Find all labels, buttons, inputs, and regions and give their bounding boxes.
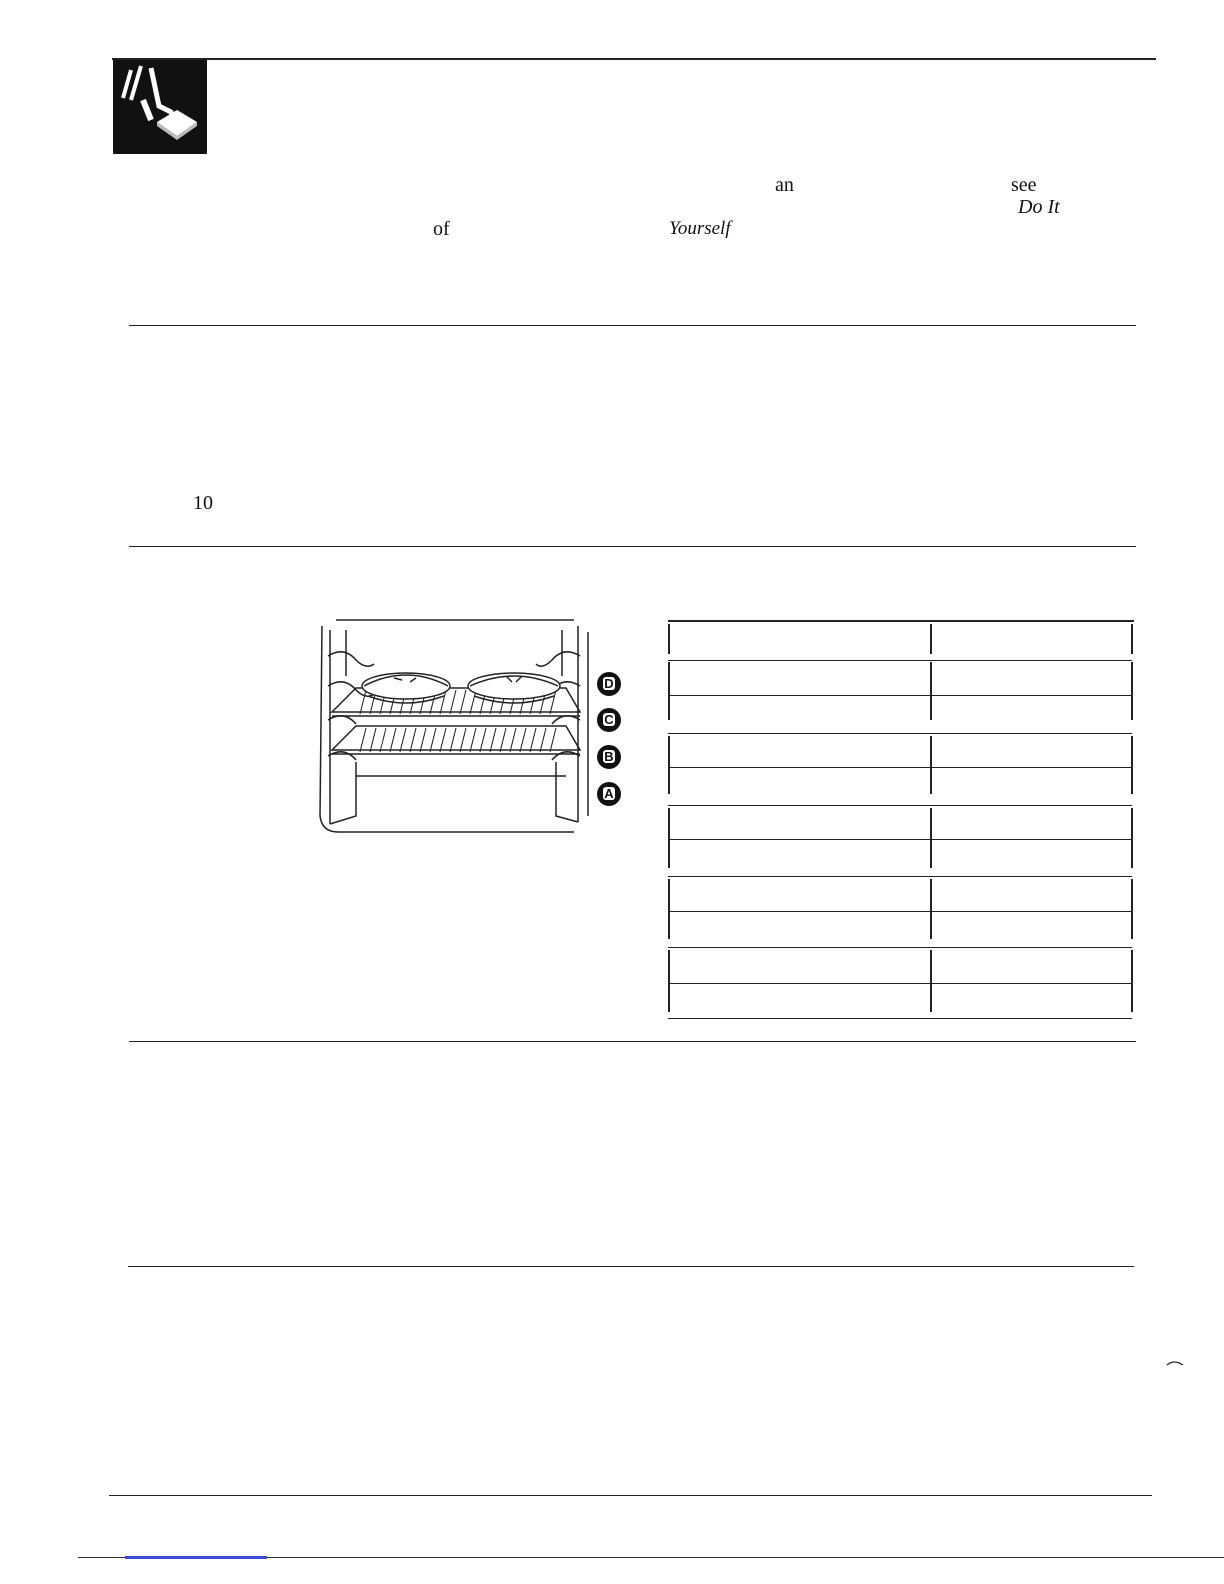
hand-pressing-button-icon — [113, 60, 207, 154]
rack-position-b-badge — [597, 745, 621, 769]
table-rule — [930, 736, 932, 794]
table-rule — [930, 662, 932, 720]
table-rule — [668, 947, 1132, 948]
table-rule — [668, 767, 1132, 768]
rack-position-a-label: A — [604, 786, 614, 801]
table-rule — [1131, 950, 1133, 1012]
footer-rule — [109, 1495, 1152, 1496]
table-rule — [668, 876, 1132, 877]
rack-position-d-label: D — [604, 676, 614, 691]
table-rule — [668, 1018, 1132, 1019]
table-rule — [930, 624, 932, 654]
section-divider-3 — [129, 1041, 1136, 1042]
rack-position-a-badge — [597, 782, 621, 806]
header-rule — [112, 58, 1156, 60]
table-rule — [668, 736, 670, 794]
word-do-it: Do It — [1018, 196, 1060, 218]
rack-position-b-label: B — [604, 749, 614, 764]
table-rule — [668, 950, 670, 1012]
table-rule — [1131, 736, 1133, 794]
table-rule — [668, 983, 1132, 984]
table-rule — [1131, 808, 1133, 868]
table-rule — [1131, 624, 1133, 654]
word-an: an — [775, 174, 794, 196]
table-rule — [668, 839, 1132, 840]
word-yourself: Yourself — [669, 218, 731, 239]
table-rule — [668, 695, 1132, 696]
rack-position-c-badge — [597, 708, 621, 732]
number-ten: 10 — [193, 492, 213, 514]
word-of: of — [433, 218, 450, 240]
table-rule — [668, 911, 1132, 912]
table-rule — [930, 808, 932, 868]
oven-rack-illustration — [316, 616, 594, 836]
rack-position-c-label: C — [604, 712, 614, 727]
table-rule — [668, 805, 1132, 806]
section-divider-2 — [129, 546, 1136, 547]
table-rule — [668, 660, 1132, 661]
link-underline — [125, 1556, 267, 1559]
table-rule — [668, 662, 670, 720]
section-divider-1 — [129, 325, 1136, 326]
table-rule — [668, 624, 670, 654]
table-rule — [930, 879, 932, 939]
margin-mark — [1166, 1354, 1184, 1362]
table-rule — [668, 879, 670, 939]
rack-position-table — [668, 620, 1134, 1020]
word-see: see — [1011, 174, 1037, 196]
table-rule — [668, 808, 670, 868]
rack-position-d-badge — [597, 672, 621, 696]
table-rule — [930, 950, 932, 1012]
table-rule — [1131, 662, 1133, 720]
table-rule — [668, 620, 1134, 622]
table-rule — [1131, 879, 1133, 939]
table-rule — [668, 733, 1132, 734]
section-divider-4 — [128, 1266, 1134, 1267]
